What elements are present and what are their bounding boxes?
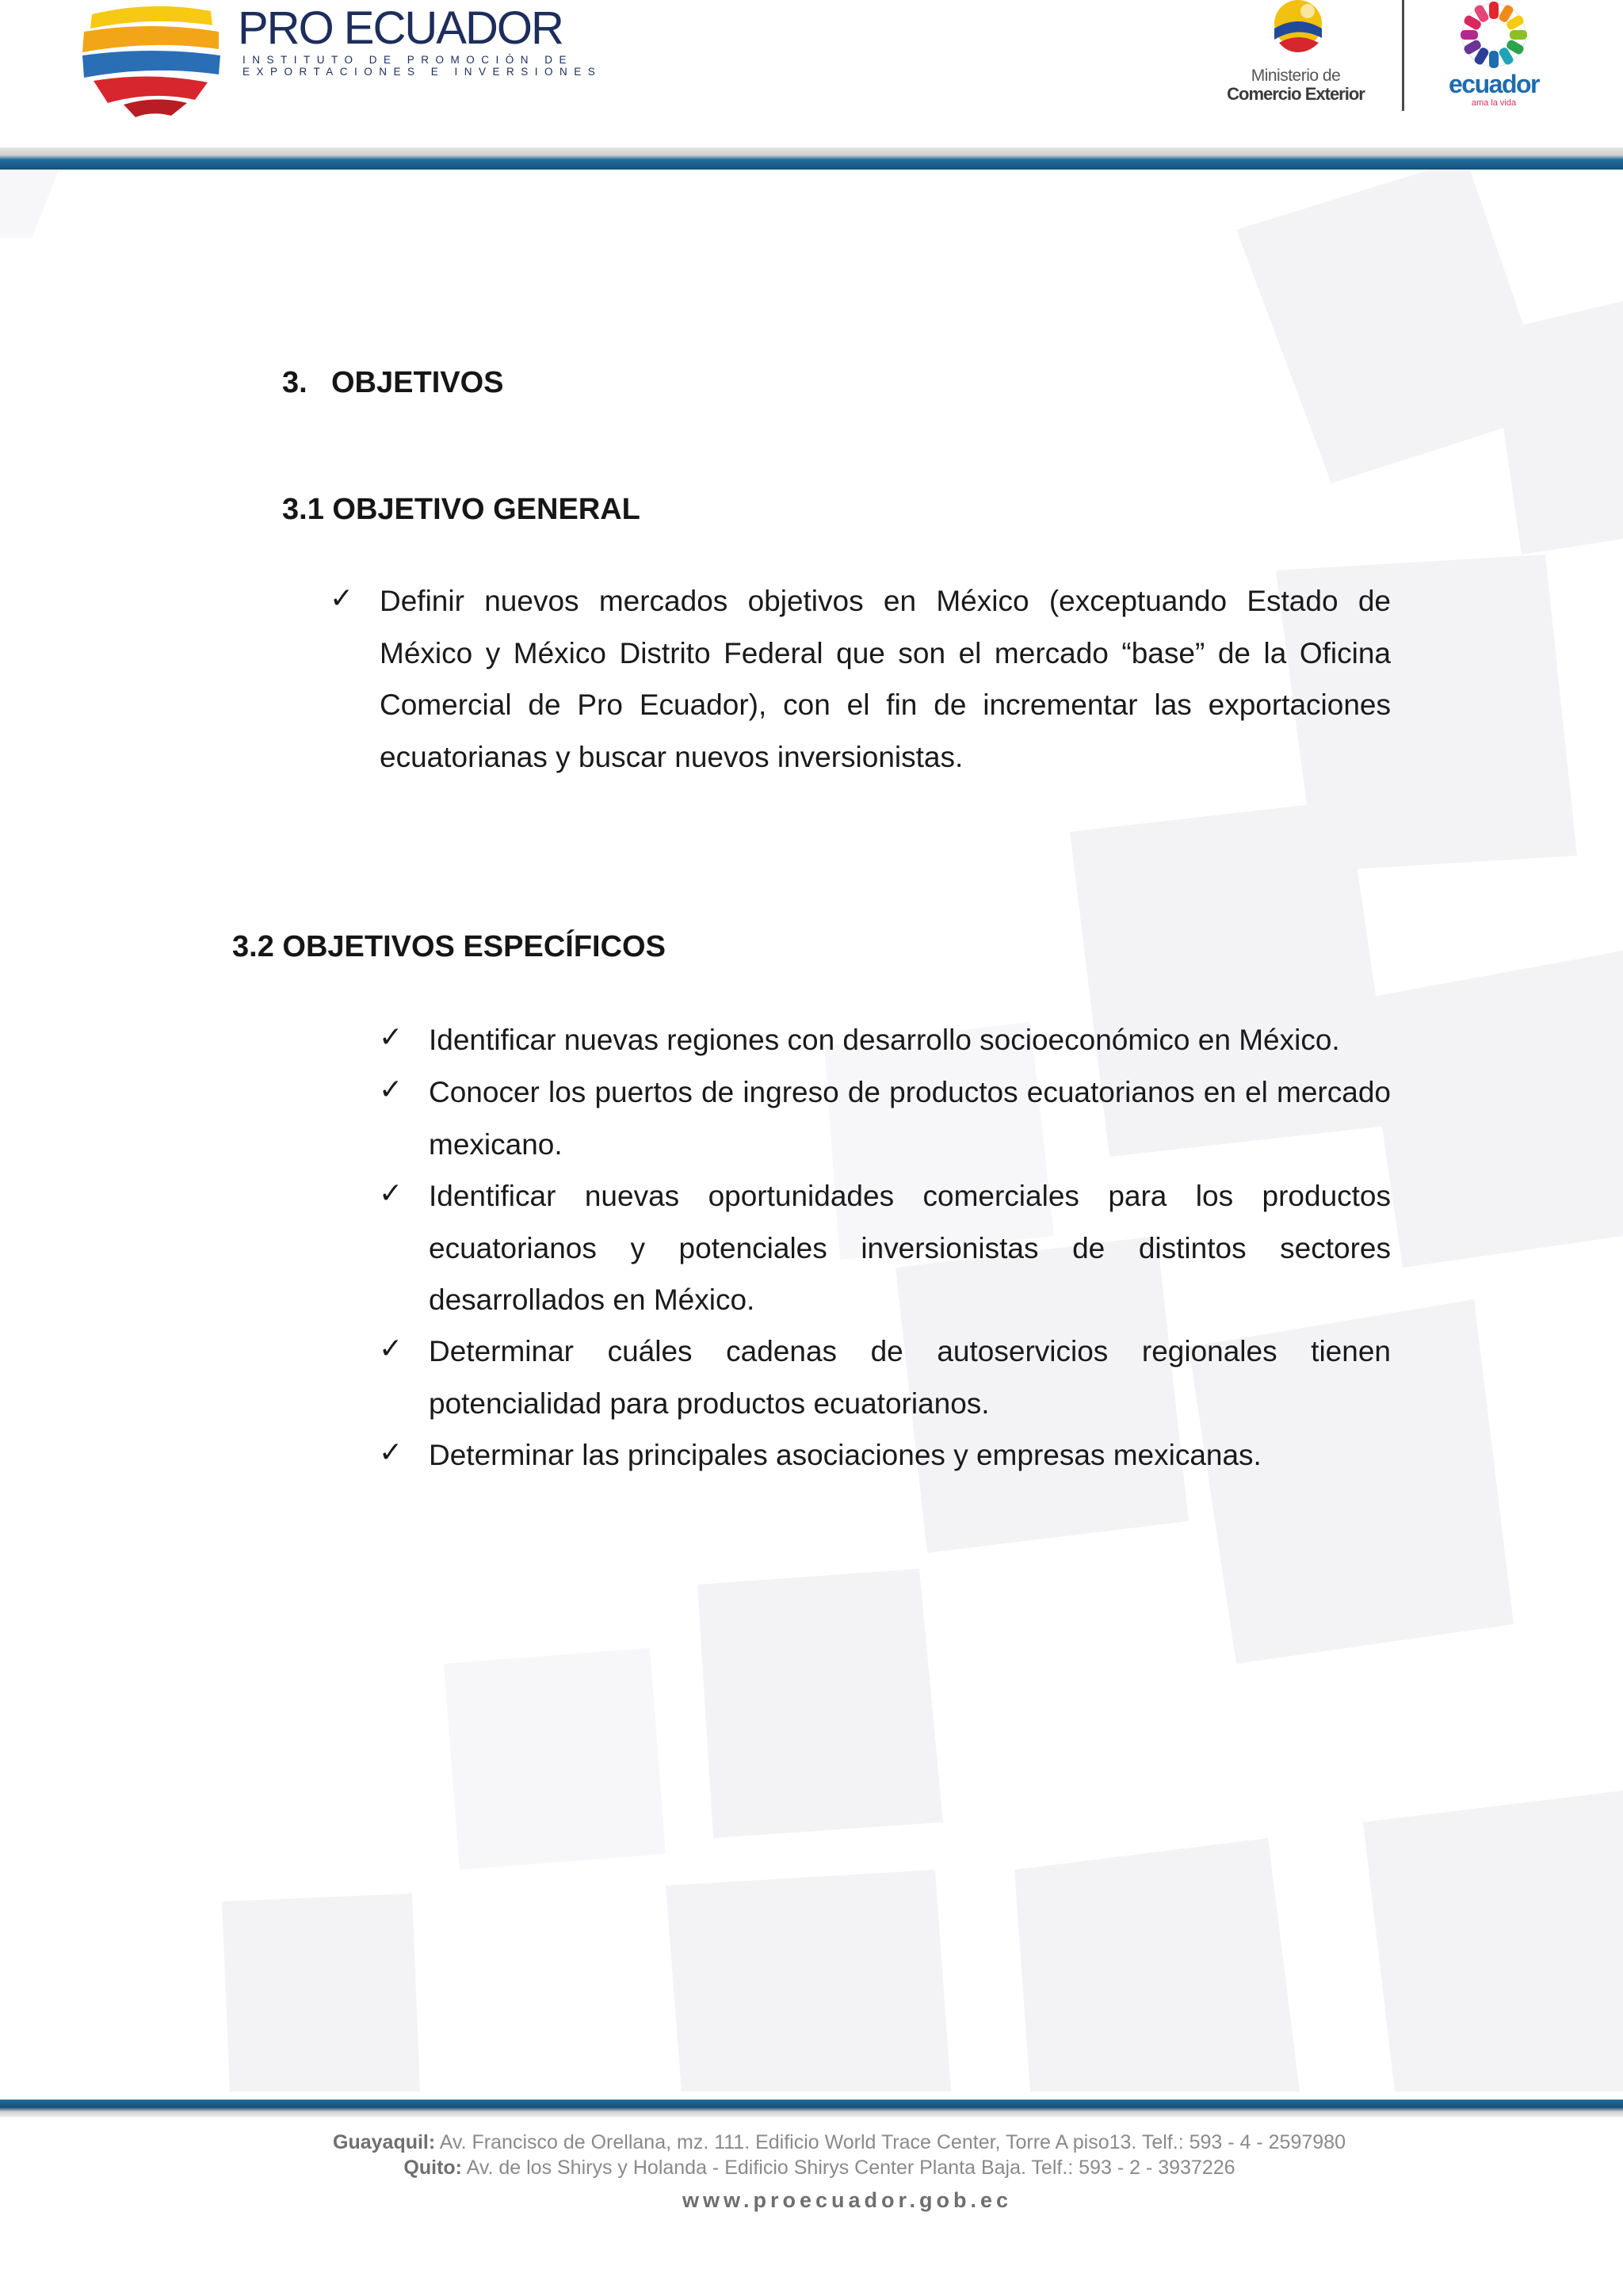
footer-city-guayaquil: Guayaquil: <box>333 2131 436 2153</box>
brand-subtitle-line-1: INSTITUTO DE PROMOCIÓN DE <box>242 54 574 66</box>
header-divider <box>1402 0 1404 111</box>
footer-address-quito <box>0 2157 1623 2180</box>
brand-subtitle-line-2: EXPORTACIONES E INVERSIONES <box>242 66 602 78</box>
specific-objective-item-4: Determinar cuáles cadenas de autoservicios regionales tienen potencialidad para productos ecuatorianos. <box>429 1335 1391 1420</box>
check-icon: ✓ <box>379 1332 403 1364</box>
specific-objective-item-2: Conocer los puertos de ingreso de productos ecuatorianos en el mercado mexicano. <box>429 1076 1391 1161</box>
check-icon: ✓ <box>379 1436 403 1468</box>
specific-objective-item-3: Identificar nuevas oportunidades comerciales para los productos ecuatorianos y potenciales inversionistas de distintos sectores desarrollados en México. <box>429 1180 1391 1316</box>
header-band <box>0 147 1623 170</box>
section-title: OBJETIVOS <box>331 366 504 399</box>
page-header <box>0 0 1623 170</box>
ministry-label <box>1212 67 1379 105</box>
footer-address-text-2: Av. de los Shirys y Holanda - Edificio Shirys Center Planta Baja. Telf.: 593 - 2 - 3937226 <box>466 2157 1235 2179</box>
page-footer <box>0 2100 1623 2296</box>
specific-objective-item-5: Determinar las principales asociaciones y empresas mexicanas. <box>429 1439 1262 1471</box>
check-icon: ✓ <box>379 1073 403 1105</box>
footer-website-link[interactable]: www.proecuador.gob.ec <box>682 2188 1013 2212</box>
brand-subtitle <box>242 54 601 78</box>
brand-name: PRO ECUADOR <box>238 2 563 54</box>
ecuador-ama-la-vida-logo-icon <box>1447 0 1541 70</box>
footer-city-quito: Quito: <box>403 2157 463 2179</box>
ministry-emblem-icon <box>1262 0 1335 55</box>
specific-objectives-heading: 3.2 OBJETIVOS ESPECÍFICOS <box>232 930 666 963</box>
ecuador-brand-text: ecuador <box>1449 70 1539 98</box>
check-icon: ✓ <box>330 582 354 614</box>
footer-band <box>0 2100 1623 2117</box>
ministry-label-line-1: Ministerio de <box>1251 67 1341 85</box>
check-icon: ✓ <box>379 1177 403 1209</box>
check-icon: ✓ <box>379 1020 403 1053</box>
section-number: 3. <box>282 366 307 399</box>
ministry-label-line-2: Comercio Exterior <box>1227 84 1365 104</box>
footer-address-guayaquil <box>0 2131 1623 2154</box>
pro-ecuador-logo-icon <box>76 0 227 119</box>
footer-address-text-1: Av. Francisco de Orellana, mz. 111. Edificio World Trace Center, Torre A piso13. Telf.: 593 - 4 - 2597980 <box>439 2131 1346 2153</box>
ecuador-tagline: ama la vida <box>1471 98 1517 108</box>
general-objective-heading: 3.1 OBJETIVO GENERAL <box>282 493 640 526</box>
general-objective-item: Definir nuevos mercados objetivos en México (exceptuando Estado de México y México Distrito Federal que son el mercado “base” de la Oficina Comercial de Pro Ecuador), con el fin de incrementar las exportaciones ecuatorianas y buscar nuevos inversionistas. <box>380 585 1391 773</box>
specific-objective-item-1: Identificar nuevas regiones con desarrollo socioeconómico en México. <box>429 1024 1340 1056</box>
